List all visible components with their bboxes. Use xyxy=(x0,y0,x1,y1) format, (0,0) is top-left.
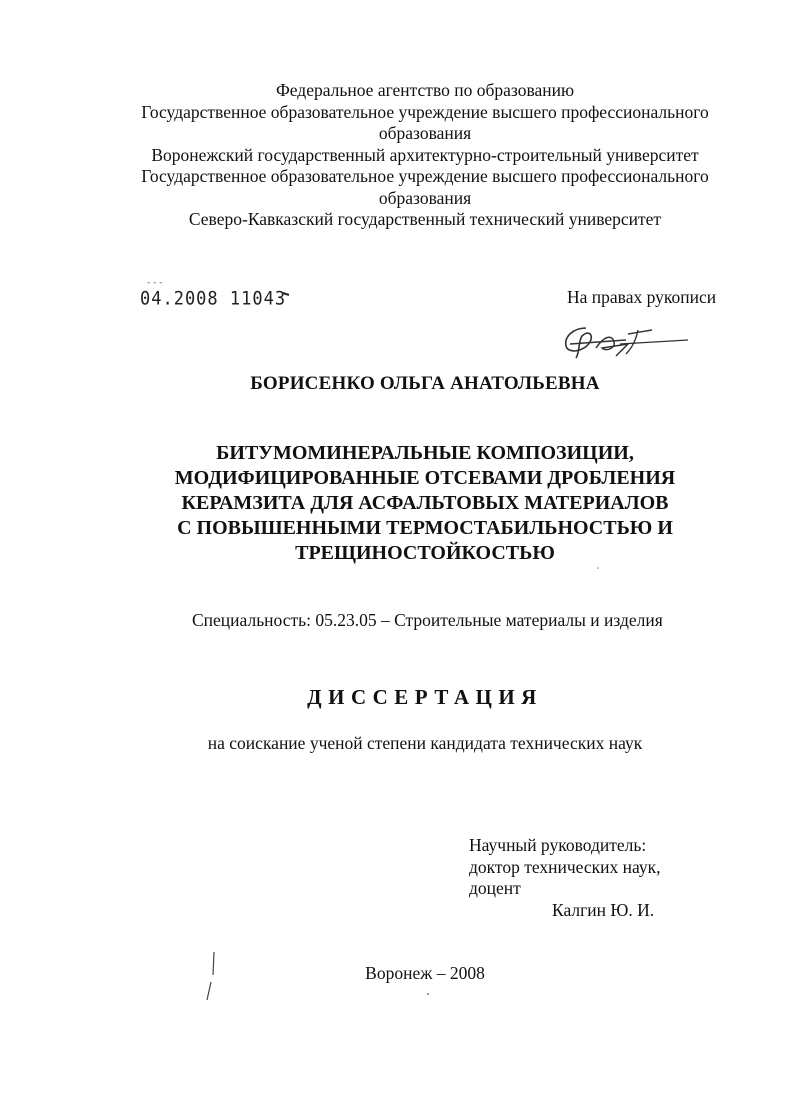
header-line-institution-1: Государственное образовательное учреждение высшего профессионального xyxy=(141,101,709,122)
title-line: С ПОВЫШЕННЫМИ ТЕРМОСТАБИЛЬНОСТЬЮ И xyxy=(177,517,673,539)
title-line: КЕРАМЗИТА ДЛЯ АСФАЛЬТОВЫХ МАТЕРИАЛОВ xyxy=(181,492,669,514)
header-line-university-1: Воронежский государственный архитектурно-строительный университет xyxy=(151,144,699,165)
advisor-name: Калгин Ю. И. xyxy=(552,899,655,920)
header-line-institution-2-cont: образования xyxy=(378,187,472,208)
handwritten-signature xyxy=(556,322,691,360)
title-line: МОДИФИЦИРОВАННЫЕ ОТСЕВАМИ ДРОБЛЕНИЯ xyxy=(174,467,676,489)
header-line-agency: Федеральное агентство по образованию xyxy=(275,80,575,100)
rights-note: На правах рукописи xyxy=(567,287,717,307)
advisor-rank: доцент xyxy=(469,878,521,898)
title-line: БИТУМОМИНЕРАЛЬНЫЕ КОМПОЗИЦИИ, xyxy=(216,442,634,464)
header-line-university-2: Северо-Кавказский государственный технический университет xyxy=(188,209,662,229)
document-type: ДИССЕРТАЦИЯ xyxy=(307,685,543,709)
degree-line: на соискание ученой степени кандидата технических наук xyxy=(207,733,643,753)
header-line-institution-2: Государственное образовательное учреждение высшего профессионального xyxy=(141,166,709,186)
place-and-year: Воронеж – 2008 xyxy=(365,963,485,983)
title-line: ТРЕЩИНОСТОЙКОСТЬЮ xyxy=(295,542,555,564)
scientific-advisor xyxy=(469,835,661,921)
author-name: БОРИСЕНКО ОЛЬГА АНАТОЛЬЕВНА xyxy=(250,373,600,394)
header-line-institution-1-cont: образования xyxy=(378,123,472,143)
registration-number: 04.2008 11043 xyxy=(140,288,287,310)
advisor-label: Научный руководитель: xyxy=(469,835,647,855)
advisor-degree: доктор технических наук, xyxy=(469,856,661,877)
institution-header xyxy=(0,80,795,231)
dissertation-title xyxy=(0,441,795,566)
specialty-line: Специальность: 05.23.05 – Строительные материалы и изделия xyxy=(192,610,663,630)
registration-mark: - - - xyxy=(147,278,163,288)
